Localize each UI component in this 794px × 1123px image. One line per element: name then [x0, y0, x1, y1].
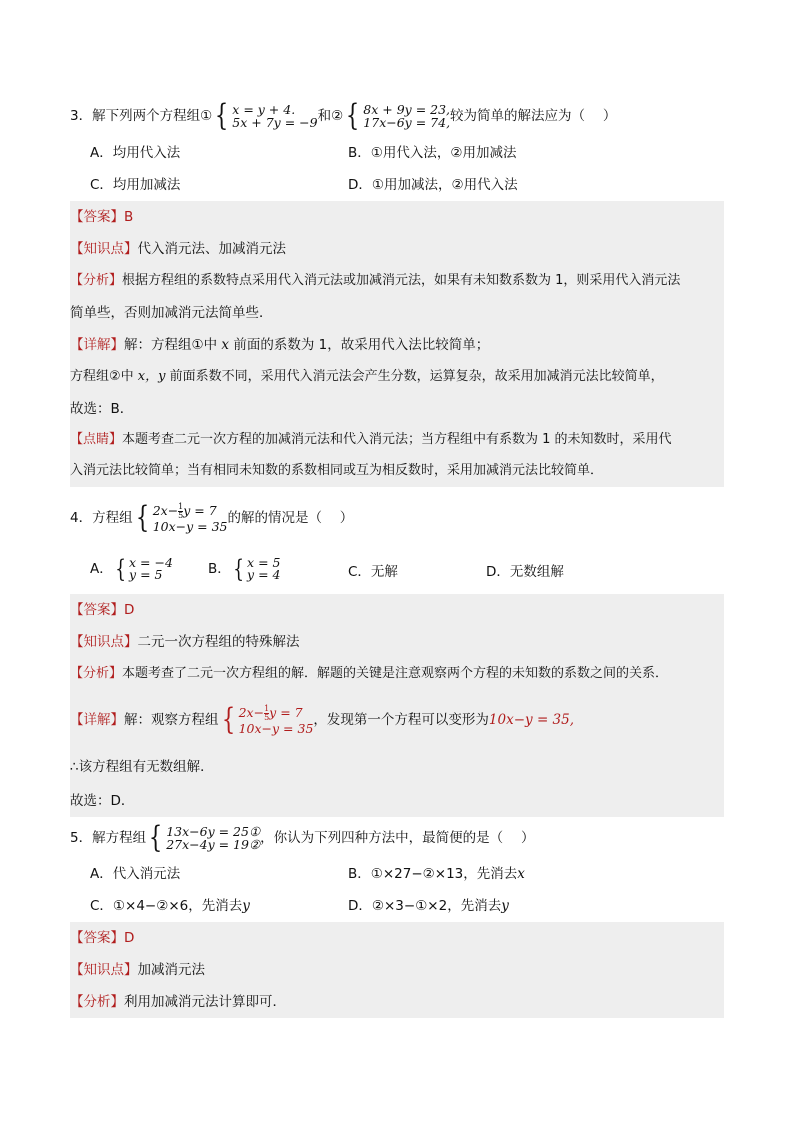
equation-line: x = −4 [129, 555, 173, 570]
option-text: C．①×4−②×6，先消去 [90, 898, 243, 914]
equation-system-1 [232, 103, 317, 129]
question-prompt: 方程组 [92, 510, 133, 526]
answer-label: 【答案】 [70, 930, 124, 946]
comment-row [70, 425, 724, 455]
variable: y [242, 898, 250, 914]
detail-text: 解：方程组①中 [124, 337, 218, 353]
equation-system [239, 705, 314, 736]
question-prompt: 解下列两个方程组① [92, 108, 213, 124]
equation-system [153, 503, 228, 533]
equation-part: 2x− [238, 704, 265, 720]
answer-row [70, 922, 724, 954]
variable: y [501, 898, 509, 914]
detail-row [70, 690, 724, 750]
detail-row-2 [70, 361, 724, 393]
equation-line: x = 5 [247, 555, 281, 570]
option-c[interactable]: C．均用加减法 [90, 177, 181, 193]
analysis-label: 【分析】 [70, 666, 123, 681]
knowledge-label: 【知识点】 [70, 634, 138, 650]
question-prompt-end: 的解的情况是（ ） [227, 510, 354, 526]
option-system [247, 557, 280, 581]
option-d[interactable]: D．无数组解 [486, 564, 564, 580]
question-number: 4． [70, 510, 93, 526]
detail-text: 方程组②中 [70, 369, 134, 384]
variable: x [221, 337, 230, 353]
fraction-denominator: 5 [264, 712, 270, 722]
equation-system [166, 825, 260, 851]
system-brace: { [135, 500, 149, 535]
question-prompt-end: ，你认为下列四种方法中，最简便的是（ ） [260, 830, 535, 846]
question-prompt: 解方程组 [92, 830, 147, 846]
option-label: B． [208, 561, 231, 577]
detail-row-3 [70, 393, 724, 425]
option-b[interactable] [348, 864, 525, 884]
knowledge-label: 【知识点】 [70, 962, 138, 978]
detail-row-3 [70, 785, 724, 817]
option-c[interactable]: C．无解 [348, 564, 398, 580]
system-brace: { [148, 820, 163, 855]
analysis-text: 本题考查了二元一次方程组的解．解题的关键是注意观察两个方程的未知数的系数之间的关系． [122, 666, 669, 681]
question-4-stem [70, 498, 724, 538]
detail-text: 解：观察方程组 [124, 712, 219, 728]
equation-line: 13x−6y = 25① [166, 824, 261, 839]
comment-label: 【点睛】 [70, 432, 123, 447]
comment-row-cont [70, 455, 724, 487]
equation-line: 17x−6y = 74, [363, 115, 451, 130]
option-text: B．①×27−②×13，先消去 [348, 866, 518, 882]
comment-text: 本题考查二元一次方程的加减消元法和代入消元法；当方程组中有系数为 1 的未知数时，采用代 [122, 432, 672, 447]
option-label: A． [90, 561, 113, 577]
answer-row [70, 594, 724, 626]
analysis-row-cont [70, 297, 724, 329]
option-c[interactable] [90, 896, 250, 916]
detail-text: ∴该方程组有无数组解． [70, 759, 214, 775]
analysis-label: 【分析】 [70, 273, 123, 288]
detail-label: 【详解】 [70, 337, 124, 353]
option-a[interactable]: A．均用代入法 [90, 145, 181, 161]
option-d[interactable]: D．①用加减法，②用代入法 [348, 177, 518, 193]
question-prompt-end: 较为简单的解法应为（ ） [450, 108, 617, 124]
knowledge-label: 【知识点】 [70, 241, 138, 257]
question-3-stem [70, 98, 724, 134]
analysis-row [70, 658, 724, 690]
analysis-label: 【分析】 [70, 994, 124, 1010]
analysis-row [70, 265, 724, 297]
fraction-numerator: 1 [264, 703, 270, 713]
answer-value: D [124, 930, 135, 946]
question-number: 3． [70, 108, 93, 124]
analysis-text: 利用加减消元法计算即可． [124, 994, 286, 1010]
system-brace: { [215, 98, 229, 133]
equation-line: 10x−y = 35 [152, 519, 228, 534]
knowledge-row [70, 233, 724, 265]
system-brace: { [346, 98, 360, 133]
question-5-stem [70, 820, 724, 856]
analysis-text: 简单些，否则加减消元法简单些． [70, 305, 273, 321]
comment-text: 入消元法比较简单；当有相同未知数的系数相同或互为相反数时，采用加减消元法比较简单． [70, 463, 604, 478]
answer-label: 【答案】 [70, 209, 124, 225]
detail-text: 故选：B． [70, 401, 134, 417]
equation-part: y = 7 [183, 503, 217, 518]
answer-value: D [124, 602, 135, 618]
detail-text: 前面系数不同，采用代入消元法会产生分数，运算复杂，故采用加减消元法比较简单， [169, 369, 664, 384]
detail-row-2 [70, 750, 724, 785]
equation-line: 8x + 9y = 23, [363, 102, 451, 117]
knowledge-text: 代入消元法、加减消元法 [137, 241, 286, 257]
system-brace: { [221, 702, 235, 737]
option-b[interactable] [208, 557, 280, 581]
option-a[interactable]: A．代入消元法 [90, 866, 181, 882]
answer-label: 【答案】 [70, 602, 124, 618]
answer-row [70, 201, 724, 233]
knowledge-row [70, 954, 724, 986]
variable: x [517, 866, 525, 882]
question-number: 5． [70, 830, 93, 846]
equation-line [153, 503, 228, 520]
equation-line: 5x + 7y = −9 [232, 115, 318, 130]
knowledge-row [70, 626, 724, 658]
detail-label: 【详解】 [70, 712, 124, 728]
variable: x，y [137, 369, 166, 384]
analysis-text: 根据方程组的系数特点采用代入消元法或加减消元法，如果有未知数系数为 1，则采用代入消元法 [122, 273, 681, 288]
fraction-numerator: 1 [178, 502, 184, 511]
system-brace: { [233, 555, 244, 583]
option-b[interactable]: B．①用代入法，②用加减法 [348, 145, 517, 161]
knowledge-text: 加减消元法 [137, 962, 205, 978]
analysis-row [70, 986, 724, 1018]
equation-line: x = y + 4. [232, 102, 296, 117]
equation-line: 10x−y = 35 [238, 720, 314, 736]
detail-text: 前面的系数为 1，故采用代入法比较简单； [233, 337, 490, 353]
option-system [129, 557, 173, 581]
detail-equation: 10x−y = 35, [488, 712, 575, 728]
system-brace: { [115, 555, 126, 583]
equation-part: y = 7 [269, 704, 303, 720]
equation-system-2 [363, 103, 450, 129]
option-d[interactable] [348, 896, 509, 916]
detail-text: ，发现第一个方程可以变形为 [313, 712, 489, 728]
detail-text: 故选：D． [70, 793, 135, 809]
equation-line [239, 705, 314, 722]
fraction-denominator: 5 [178, 511, 184, 520]
question-prompt-mid: 和② [317, 108, 344, 124]
knowledge-text: 二元一次方程组的特殊解法 [137, 634, 300, 650]
detail-row [70, 329, 724, 361]
answer-value: B [124, 209, 134, 225]
equation-line: 27x−4y = 19② [166, 837, 261, 852]
equation-line: y = 5 [129, 567, 163, 582]
option-text: D．②×3−①×2，先消去 [348, 898, 502, 914]
equation-part: 2x− [152, 503, 179, 518]
option-a[interactable] [90, 557, 173, 581]
equation-line: y = 4 [247, 567, 281, 582]
